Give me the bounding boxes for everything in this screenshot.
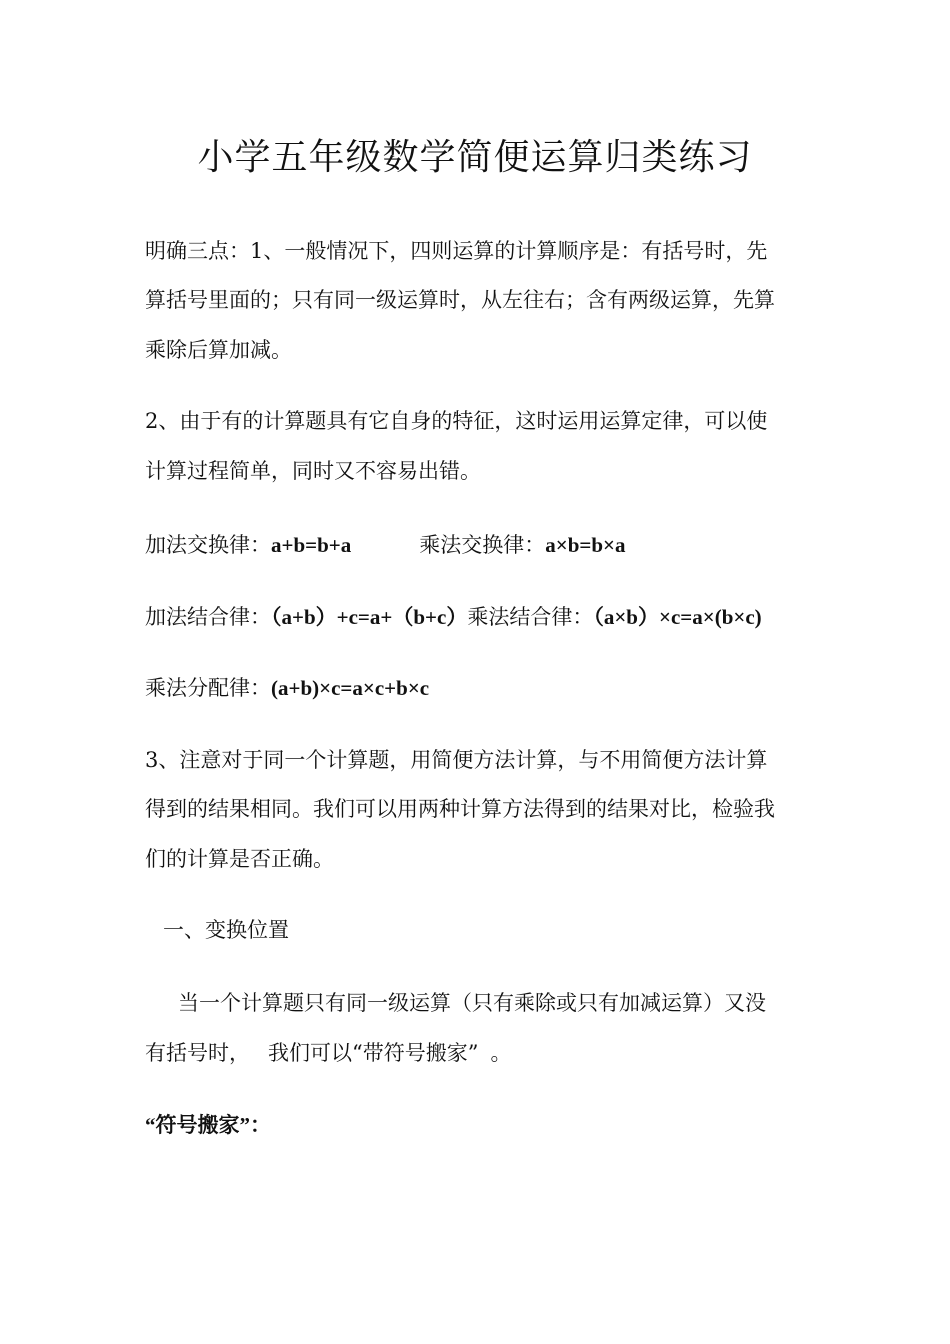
section-1-line-2-part-b: 我们可以“带符号搬家”	[268, 1041, 479, 1065]
point-2-line-1: 2、由于有的计算题具有它自身的特征，这时运用运算定律，可以使	[145, 409, 768, 433]
point-3-line-1: 3、注意对于同一个计算题，用简便方法计算，与不用简便方法计算	[145, 748, 768, 772]
intro-line-2: 算括号里面的；只有同一级运算时，从左往右；含有两级运算，先算	[145, 288, 775, 312]
add-commutative-label: 加法交换律：	[145, 533, 271, 557]
mul-commutative-formula: a×b=b×a	[545, 533, 626, 557]
section-1-line-2	[145, 1038, 815, 1068]
section-1-line-2-part-c: 。	[490, 1041, 512, 1065]
point-3-line-2: 得到的结果相同。我们可以用两种计算方法得到的结果对比，检验我	[145, 797, 775, 821]
mul-commutative-label: 乘法交换律：	[419, 533, 546, 557]
section-1-line-2-part-a: 有括号时，	[145, 1041, 250, 1065]
intro-line-1: 明确三点：1、一般情况下，四则运算的计算顺序是：有括号时，先	[145, 239, 768, 263]
section-1-subheading: “符号搬家”：	[145, 1113, 271, 1137]
commutative-laws-line	[145, 530, 815, 560]
add-associative-label: 加法结合律：	[145, 605, 271, 629]
intro-line-3: 乘除后算加减。	[145, 338, 292, 362]
add-commutative-formula: a+b=b+a	[271, 533, 352, 557]
document-title: 小学五年级数学简便运算归类练习	[197, 137, 753, 178]
section-1-heading: 一、变换位置	[163, 918, 289, 942]
associative-laws-line	[145, 602, 815, 632]
distributive-label: 乘法分配律：	[145, 676, 271, 700]
distributive-law-line	[145, 673, 815, 703]
mul-associative-formula: （a×b）×c=a×(b×c)	[593, 605, 762, 629]
point-2-line-2: 计算过程简单，同时又不容易出错。	[145, 459, 481, 483]
distributive-formula: (a+b)×c=a×c+b×c	[271, 676, 430, 700]
section-1-line-1: 当一个计算题只有同一级运算（只有乘除或只有加减运算）又没	[178, 991, 766, 1015]
add-associative-formula: （a+b）+c=a+（b+c）	[271, 605, 468, 629]
mul-associative-label: 乘法结合律：	[467, 605, 594, 629]
point-3-line-3: 们的计算是否正确。	[145, 847, 334, 871]
